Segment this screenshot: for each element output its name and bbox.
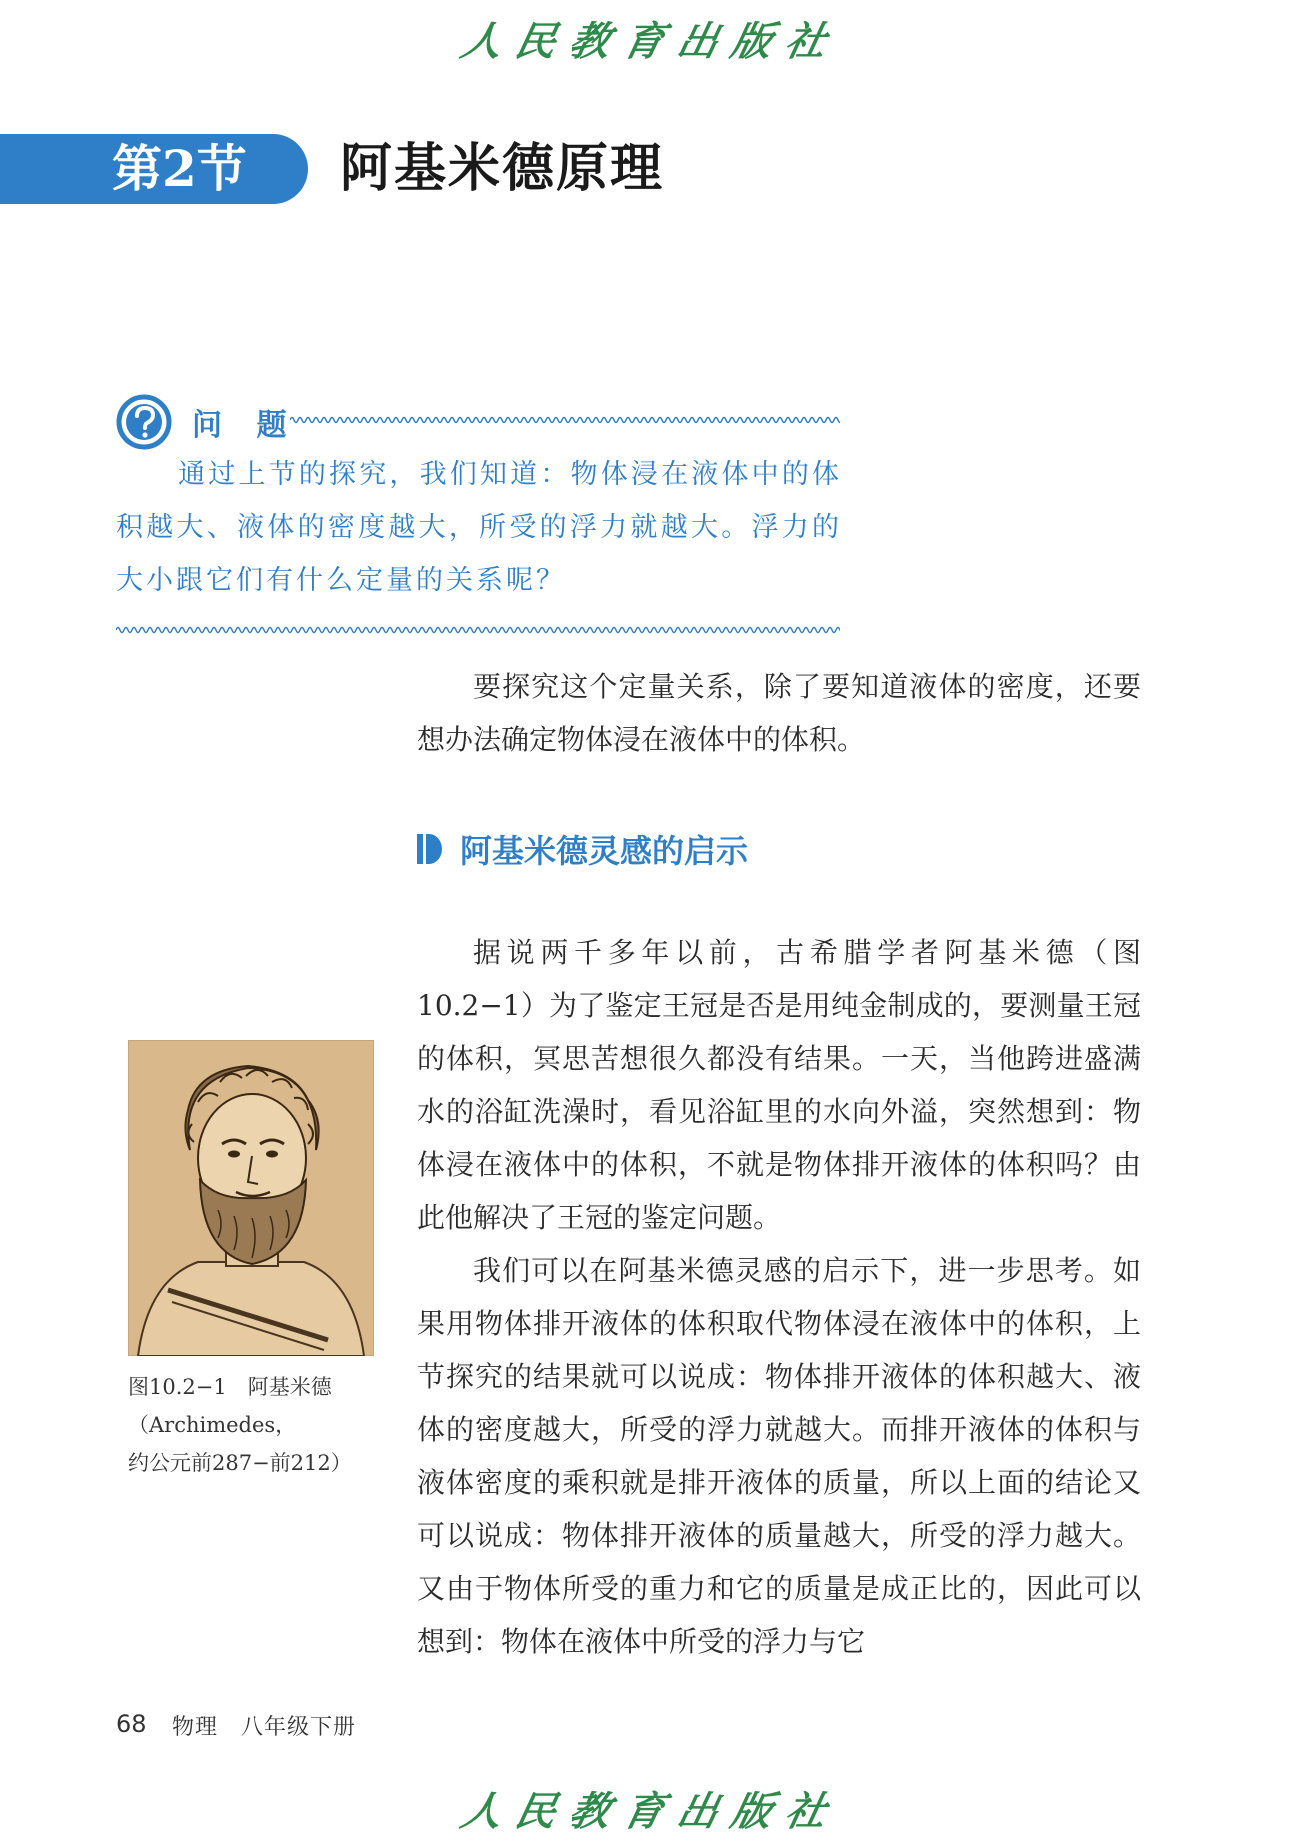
subsection-marker-icon [417, 834, 443, 864]
body-paragraph-2: 据说两千多年以前，古希腊学者阿基米德（图10.2−1）为了鉴定王冠是否是用纯金制成的，要测量王冠的体积，冥思苦想很久都没有结果。一天，当他跨进盛满水的浴缸洗澡时，看见浴缸里的水向外溢，突然想到：物体浸在液体中的体积，不就是物体排开液体的体积吗？由此他解决了王冠的鉴定问题。 [417, 936, 1141, 1234]
figure-caption [128, 1368, 388, 1482]
caption-line-2: （Archimedes， [128, 1413, 297, 1437]
question-icon [116, 394, 172, 450]
body-paragraph-3: 我们可以在阿基米德灵感的启示下，进一步思考。如果用物体排开液体的体积取代物体浸在液体中的体积，上节探究的结果就可以说成：物体排开液体的体积越大、液体的密度越大，所受的浮力就越大。而排开液体的体积与液体密度的乘积就是排开液体的质量，所以上面的结论又可以说成：物体排开液体的质量越大，所受的浮力越大。又由于物体所受的重力和它的质量是成正比的，因此可以想到：物体在液体中所受的浮力与它 [417, 1254, 1141, 1658]
subsection-title: 阿基米德灵感的启示 [460, 832, 749, 870]
caption-line-3: 约公元前287−前212） [128, 1451, 352, 1475]
section-title: 阿基米德原理 [340, 138, 665, 199]
publisher-logo-bottom: 人民教育出版社 [456, 1788, 845, 1835]
page-number: 68 [116, 1710, 147, 1738]
body-paragraph-1: 要探究这个定量关系，除了要知道液体的密度，还要想办法确定物体浸在液体中的体积。 [417, 670, 1141, 756]
wave-divider-bottom [116, 624, 840, 636]
question-label: 问 题 [192, 408, 299, 443]
caption-line-1: 图10.2−1 阿基米德 [128, 1375, 332, 1399]
archimedes-portrait [128, 1040, 374, 1356]
publisher-logo-top: 人民教育出版社 [456, 18, 845, 65]
section-number: 第2节 [112, 139, 247, 198]
book-title: 物理 八年级下册 [172, 1715, 357, 1740]
wave-divider-top [290, 414, 840, 426]
question-text: 通过上节的探究，我们知道：物体浸在液体中的体积越大、液体的密度越大，所受的浮力就越大。浮力的大小跟它们有什么定量的关系呢？ [116, 459, 842, 596]
